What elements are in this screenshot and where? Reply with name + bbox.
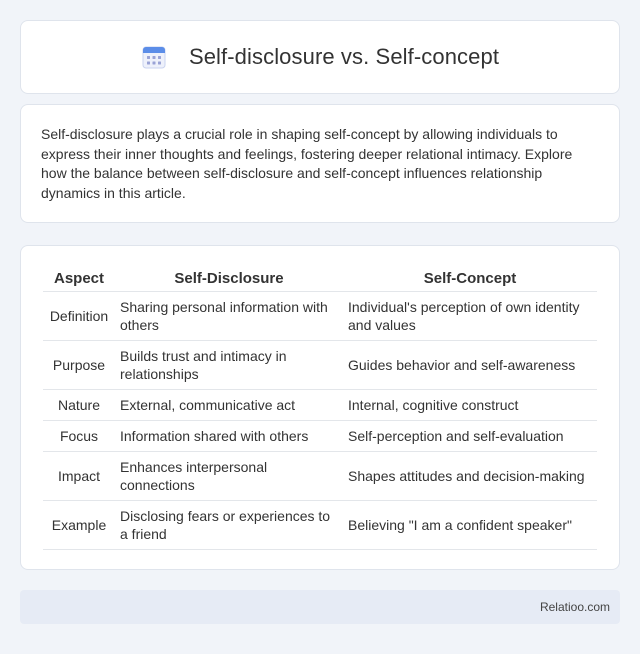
self-disclosure-cell: Builds trust and intimacy in relationships	[115, 340, 343, 389]
self-concept-cell: Guides behavior and self-awareness	[343, 340, 597, 389]
footer-brand[interactable]: Relatioo.com	[539, 600, 610, 614]
header-aspect: Aspect	[43, 264, 115, 291]
aspect-cell: Impact	[43, 451, 115, 500]
self-disclosure-cell: Sharing personal information with others	[115, 291, 343, 340]
intro-text: Self-disclosure plays a crucial role in shaping self-concept by allowing individuals to express their inner thoughts and feelings, fostering deeper relational intimacy. Explore how the balance between self-disclosure and self-concept influences relationship dynamics in this article.	[41, 126, 573, 201]
comparison-table	[43, 264, 597, 550]
table-row	[43, 500, 597, 549]
self-concept-cell: Internal, cognitive construct	[343, 389, 597, 420]
aspect-cell: Focus	[43, 420, 115, 451]
header-self-concept: Self-Concept	[343, 264, 597, 291]
table-row	[43, 451, 597, 500]
table-row	[43, 389, 597, 420]
self-disclosure-cell: External, communicative act	[115, 389, 343, 420]
self-disclosure-cell: Disclosing fears or experiences to a friend	[115, 500, 343, 549]
aspect-cell: Purpose	[43, 340, 115, 389]
self-concept-cell: Self-perception and self-evaluation	[343, 420, 597, 451]
self-disclosure-cell: Enhances interpersonal connections	[115, 451, 343, 500]
table-row	[43, 420, 597, 451]
footer-bar	[20, 590, 620, 624]
table-row	[43, 291, 597, 340]
table-header-row	[43, 264, 597, 291]
aspect-cell: Nature	[43, 389, 115, 420]
calendar-icon	[141, 44, 167, 70]
self-disclosure-cell: Information shared with others	[115, 420, 343, 451]
table-row	[43, 340, 597, 389]
title-card	[20, 20, 620, 94]
self-concept-cell: Shapes attitudes and decision-making	[343, 451, 597, 500]
aspect-cell: Example	[43, 500, 115, 549]
self-concept-cell: Individual's perception of own identity and values	[343, 291, 597, 340]
page-title: Self-disclosure vs. Self-concept	[188, 44, 500, 69]
intro-card	[20, 104, 620, 223]
comparison-card	[20, 245, 620, 570]
aspect-cell: Definition	[43, 291, 115, 340]
self-concept-cell: Believing "I am a confident speaker"	[343, 500, 597, 549]
header-self-disclosure: Self-Disclosure	[115, 264, 343, 291]
